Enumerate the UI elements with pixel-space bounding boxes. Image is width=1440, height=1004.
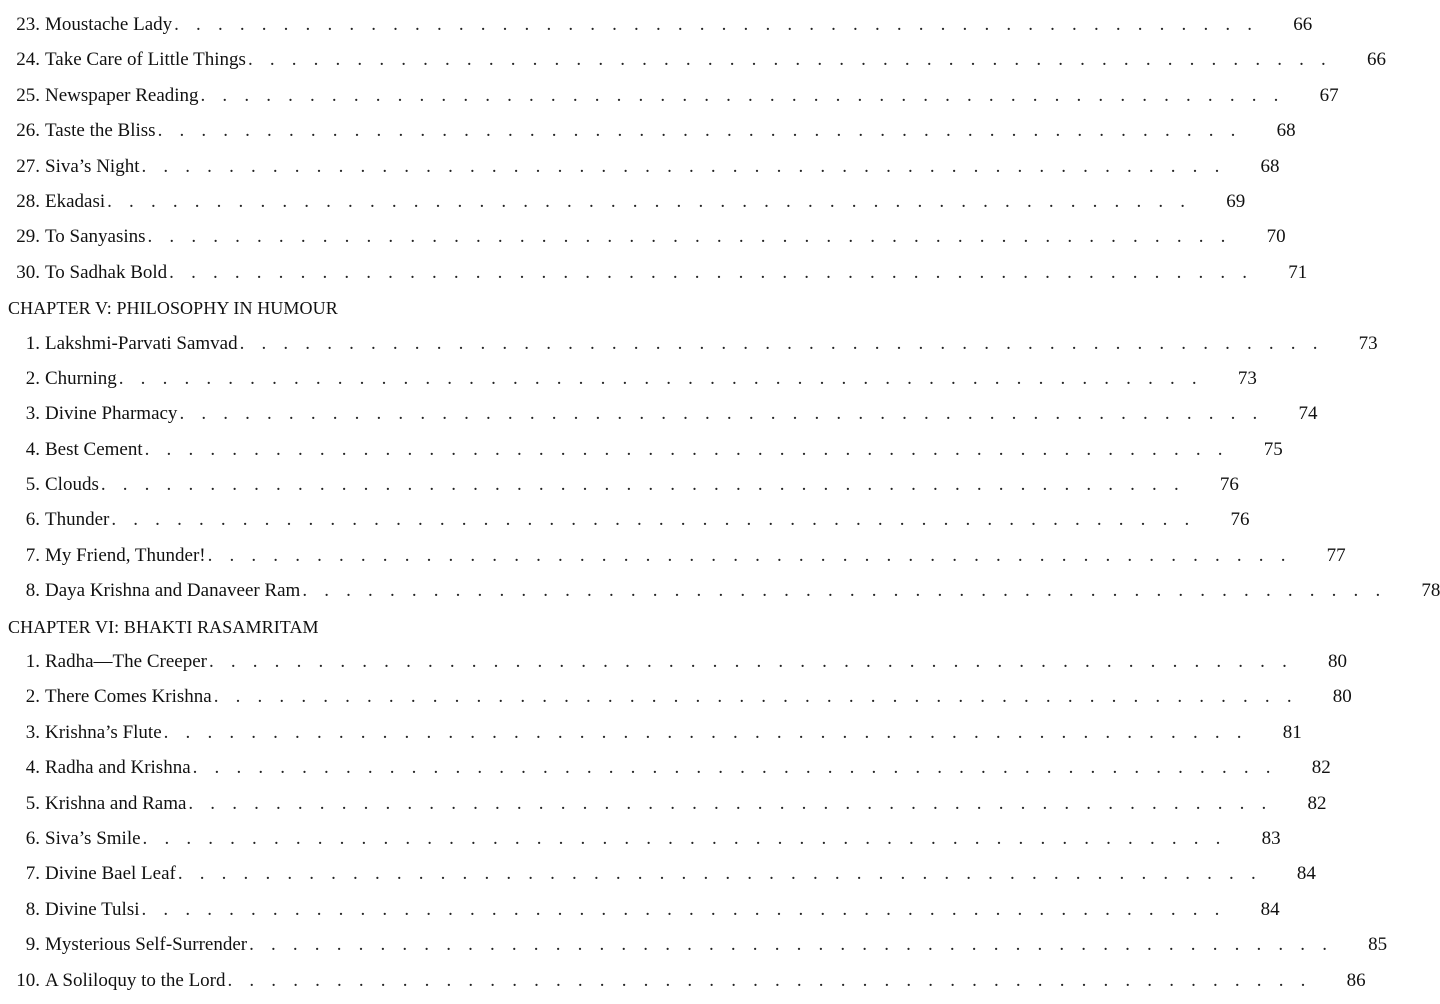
toc-entry [8, 898, 1280, 933]
entry-title: Newspaper Reading [45, 84, 199, 106]
toc-entry [8, 155, 1280, 190]
dot-leader: . . . . . . . . . . . . . . . . . . . . . . . . . . . . . . . . . . . . . . . . . . . . . . . . . . [174, 14, 1259, 35]
entry-title: Divine Pharmacy [45, 403, 178, 425]
entry-page-number: 76 [1219, 474, 1239, 496]
toc-entry [8, 827, 1281, 862]
dot-leader: . . . . . . . . . . . . . . . . . . . . . . . . . . . . . . . . . . . . . . . . . . . . . . . . . . [192, 757, 1277, 779]
entry-number: 7. [25, 863, 40, 885]
entry-title: Radha and Krishna [45, 757, 191, 779]
entry-page-number: 82 [1307, 792, 1327, 814]
entry-number: 6. [25, 827, 40, 849]
entry-page-number: 67 [1319, 84, 1339, 106]
entry-page-number: 82 [1311, 757, 1331, 779]
entry-page-number: 84 [1260, 898, 1280, 920]
toc-entry [8, 48, 1386, 83]
entry-number: 6. [25, 509, 40, 531]
entry-page-number: 73 [1237, 367, 1257, 389]
entry-page-number: 80 [1328, 651, 1348, 673]
entry-number: 28. [16, 190, 40, 212]
entry-title: Best Cement [45, 438, 143, 460]
entry-title: Lakshmi-Parvati Samvad [45, 332, 238, 354]
entry-title: There Comes Krishna [45, 686, 212, 708]
chapter-heading: CHAPTER V: PHILOSOPHY IN HUMOUR [8, 298, 338, 319]
entry-title: Mysterious Self-Surrender [45, 934, 248, 956]
toc-entry [8, 332, 1378, 367]
entry-page-number: 80 [1332, 686, 1352, 708]
entry-number: 8. [25, 898, 40, 920]
dot-leader: . . . . . . . . . . . . . . . . . . . . . . . . . . . . . . . . . . . . . . . . . . . . . . . . . . [249, 934, 1334, 956]
toc-entry [8, 969, 1366, 1004]
toc-entry [8, 721, 1302, 756]
entry-page-number: 73 [1358, 332, 1378, 354]
dot-leader: . . . . . . . . . . . . . . . . . . . . . . . . . . . . . . . . . . . . . . . . . . . . . . . . . . [147, 226, 1232, 248]
dot-leader: . . . . . . . . . . . . . . . . . . . . . . . . . . . . . . . . . . . . . . . . . . . . . . . . . . [141, 898, 1226, 920]
entry-page-number: 68 [1276, 120, 1296, 142]
dot-leader: . . . . . . . . . . . . . . . . . . . . . . . . . . . . . . . . . . . . . . . . . . . . . . . . . . [107, 190, 1192, 212]
entry-title: Siva’s Night [45, 155, 140, 177]
entry-page-number: 71 [1288, 261, 1308, 283]
entry-page-number: 70 [1266, 226, 1286, 248]
dot-leader: . . . . . . . . . . . . . . . . . . . . . . . . . . . . . . . . . . . . . . . . . . . . . . . . . . [157, 120, 1242, 142]
dot-leader: . . . . . . . . . . . . . . . . . . . . . . . . . . . . . . . . . . . . . . . . . . . . . . . . . . [239, 332, 1324, 354]
dot-leader: . . . . . . . . . . . . . . . . . . . . . . . . . . . . . . . . . . . . . . . . . . . . . . . . . . [169, 261, 1254, 283]
dot-leader: . . . . . . . . . . . . . . . . . . . . . . . . . . . . . . . . . . . . . . . . . . . . . . . . . . [213, 686, 1298, 708]
toc-entry [8, 13, 1313, 48]
dot-leader: . . . . . . . . . . . . . . . . . . . . . . . . . . . . . . . . . . . . . . . . . . . . . . . . . . [247, 49, 1332, 71]
entry-page-number: 69 [1226, 190, 1246, 212]
entry-number: 7. [25, 544, 40, 566]
entry-title: To Sanyasins [45, 226, 146, 248]
entry-number: 4. [25, 438, 40, 460]
entry-page-number: 66 [1293, 14, 1313, 35]
entry-page-number: 83 [1261, 827, 1281, 849]
dot-leader: . . . . . . . . . . . . . . . . . . . . . . . . . . . . . . . . . . . . . . . . . . . . . . . . . . [207, 544, 1292, 566]
entry-title: Siva’s Smile [45, 827, 141, 849]
entry-number: 27. [16, 155, 40, 177]
toc-entry [8, 438, 1283, 473]
entry-page-number: 75 [1263, 438, 1283, 460]
entry-title: To Sadhak Bold [45, 261, 168, 283]
dot-leader: . . . . . . . . . . . . . . . . . . . . . . . . . . . . . . . . . . . . . . . . . . . . . . . . . . [100, 474, 1185, 496]
entry-title: Krishna and Rama [45, 792, 187, 814]
dot-leader: . . . . . . . . . . . . . . . . . . . . . . . . . . . . . . . . . . . . . . . . . . . . . . . . . . [142, 827, 1227, 849]
entry-number: 9. [25, 934, 40, 956]
dot-leader: . . . . . . . . . . . . . . . . . . . . . . . . . . . . . . . . . . . . . . . . . . . . . . . . . . [302, 580, 1387, 602]
entry-number: 4. [25, 757, 40, 779]
dot-leader: . . . . . . . . . . . . . . . . . . . . . . . . . . . . . . . . . . . . . . . . . . . . . . . . . . [141, 155, 1226, 177]
toc-entry [8, 473, 1239, 508]
entry-number: 1. [25, 651, 40, 673]
toc-entry [8, 190, 1246, 225]
entry-title: Radha—The Creeper [45, 651, 207, 673]
entry-page-number: 78 [1421, 580, 1440, 602]
entry-number: 2. [25, 367, 40, 389]
dot-leader: . . . . . . . . . . . . . . . . . . . . . . . . . . . . . . . . . . . . . . . . . . . . . . . . . . [208, 651, 1294, 673]
toc-entry [8, 579, 1440, 614]
entry-title: Krishna’s Flute [45, 721, 162, 743]
toc-entry [8, 119, 1296, 154]
entry-number: 1. [25, 332, 40, 354]
entry-title: Divine Tulsi [45, 898, 140, 920]
entry-number: 25. [16, 84, 40, 106]
entry-title: Take Care of Little Things [45, 49, 246, 71]
entry-page-number: 76 [1230, 509, 1250, 531]
toc-entry [8, 650, 1348, 685]
entry-title: Ekadasi [45, 190, 106, 212]
toc-entry [8, 402, 1318, 437]
entry-number: 10. [16, 969, 40, 991]
entry-title: Daya Krishna and Danaveer Ram [45, 580, 301, 602]
toc-entry [8, 933, 1388, 968]
dot-leader: . . . . . . . . . . . . . . . . . . . . . . . . . . . . . . . . . . . . . . . . . . . . . . . . . . [177, 863, 1262, 885]
dot-leader: . . . . . . . . . . . . . . . . . . . . . . . . . . . . . . . . . . . . . . . . . . . . . . . . . . [188, 792, 1273, 814]
entry-title: My Friend, Thunder! [45, 544, 206, 566]
dot-leader: . . . . . . . . . . . . . . . . . . . . . . . . . . . . . . . . . . . . . . . . . . . . . . . . . . [200, 84, 1285, 106]
table-of-contents [8, 13, 1440, 1004]
toc-entry [8, 862, 1316, 897]
entry-number: 2. [25, 686, 40, 708]
entry-number: 24. [16, 49, 40, 71]
entry-title: Moustache Lady [45, 14, 173, 35]
dot-leader: . . . . . . . . . . . . . . . . . . . . . . . . . . . . . . . . . . . . . . . . . . . . . . . . . . [118, 367, 1203, 389]
toc-entry [8, 756, 1331, 791]
entry-page-number: 77 [1326, 544, 1346, 566]
toc-entry [8, 225, 1286, 260]
toc-entry [8, 792, 1327, 827]
entry-number: 26. [16, 120, 40, 142]
entry-title: A Soliloquy to the Lord [45, 969, 226, 991]
toc-entry [8, 261, 1308, 296]
entry-title: Thunder [45, 509, 110, 531]
toc-entry [8, 508, 1250, 543]
dot-leader: . . . . . . . . . . . . . . . . . . . . . . . . . . . . . . . . . . . . . . . . . . . . . . . . . . [144, 438, 1229, 460]
entry-page-number: 86 [1346, 969, 1366, 991]
entry-number: 8. [25, 580, 40, 602]
chapter-heading: CHAPTER VI: BHAKTI RASAMRITAM [8, 616, 319, 637]
dot-leader: . . . . . . . . . . . . . . . . . . . . . . . . . . . . . . . . . . . . . . . . . . . . . . . . . . [111, 509, 1196, 531]
entry-number: 23. [16, 14, 40, 35]
toc-entry [8, 544, 1346, 579]
toc-entry [8, 367, 1257, 402]
dot-leader: . . . . . . . . . . . . . . . . . . . . . . . . . . . . . . . . . . . . . . . . . . . . . . . . . . [179, 403, 1264, 425]
entry-page-number: 74 [1298, 403, 1318, 425]
entry-page-number: 84 [1296, 863, 1316, 885]
entry-number: 29. [16, 226, 40, 248]
entry-number: 3. [25, 403, 40, 425]
entry-number: 5. [25, 474, 40, 496]
toc-entry [8, 685, 1352, 720]
entry-title: Churning [45, 367, 117, 389]
dot-leader: . . . . . . . . . . . . . . . . . . . . . . . . . . . . . . . . . . . . . . . . . . . . . . . . . . [163, 721, 1248, 743]
entry-title: Clouds [45, 474, 99, 496]
entry-page-number: 66 [1367, 49, 1386, 71]
dot-leader: . . . . . . . . . . . . . . . . . . . . . . . . . . . . . . . . . . . . . . . . . . . . . . . . . . [227, 969, 1312, 991]
entry-page-number: 85 [1368, 934, 1388, 956]
entry-number: 30. [16, 261, 40, 283]
entry-page-number: 81 [1282, 721, 1302, 743]
entry-title: Taste the Bliss [45, 120, 156, 142]
entry-page-number: 68 [1260, 155, 1280, 177]
toc-entry [8, 84, 1339, 119]
entry-number: 5. [25, 792, 40, 814]
entry-number: 3. [25, 721, 40, 743]
entry-title: Divine Bael Leaf [45, 863, 176, 885]
